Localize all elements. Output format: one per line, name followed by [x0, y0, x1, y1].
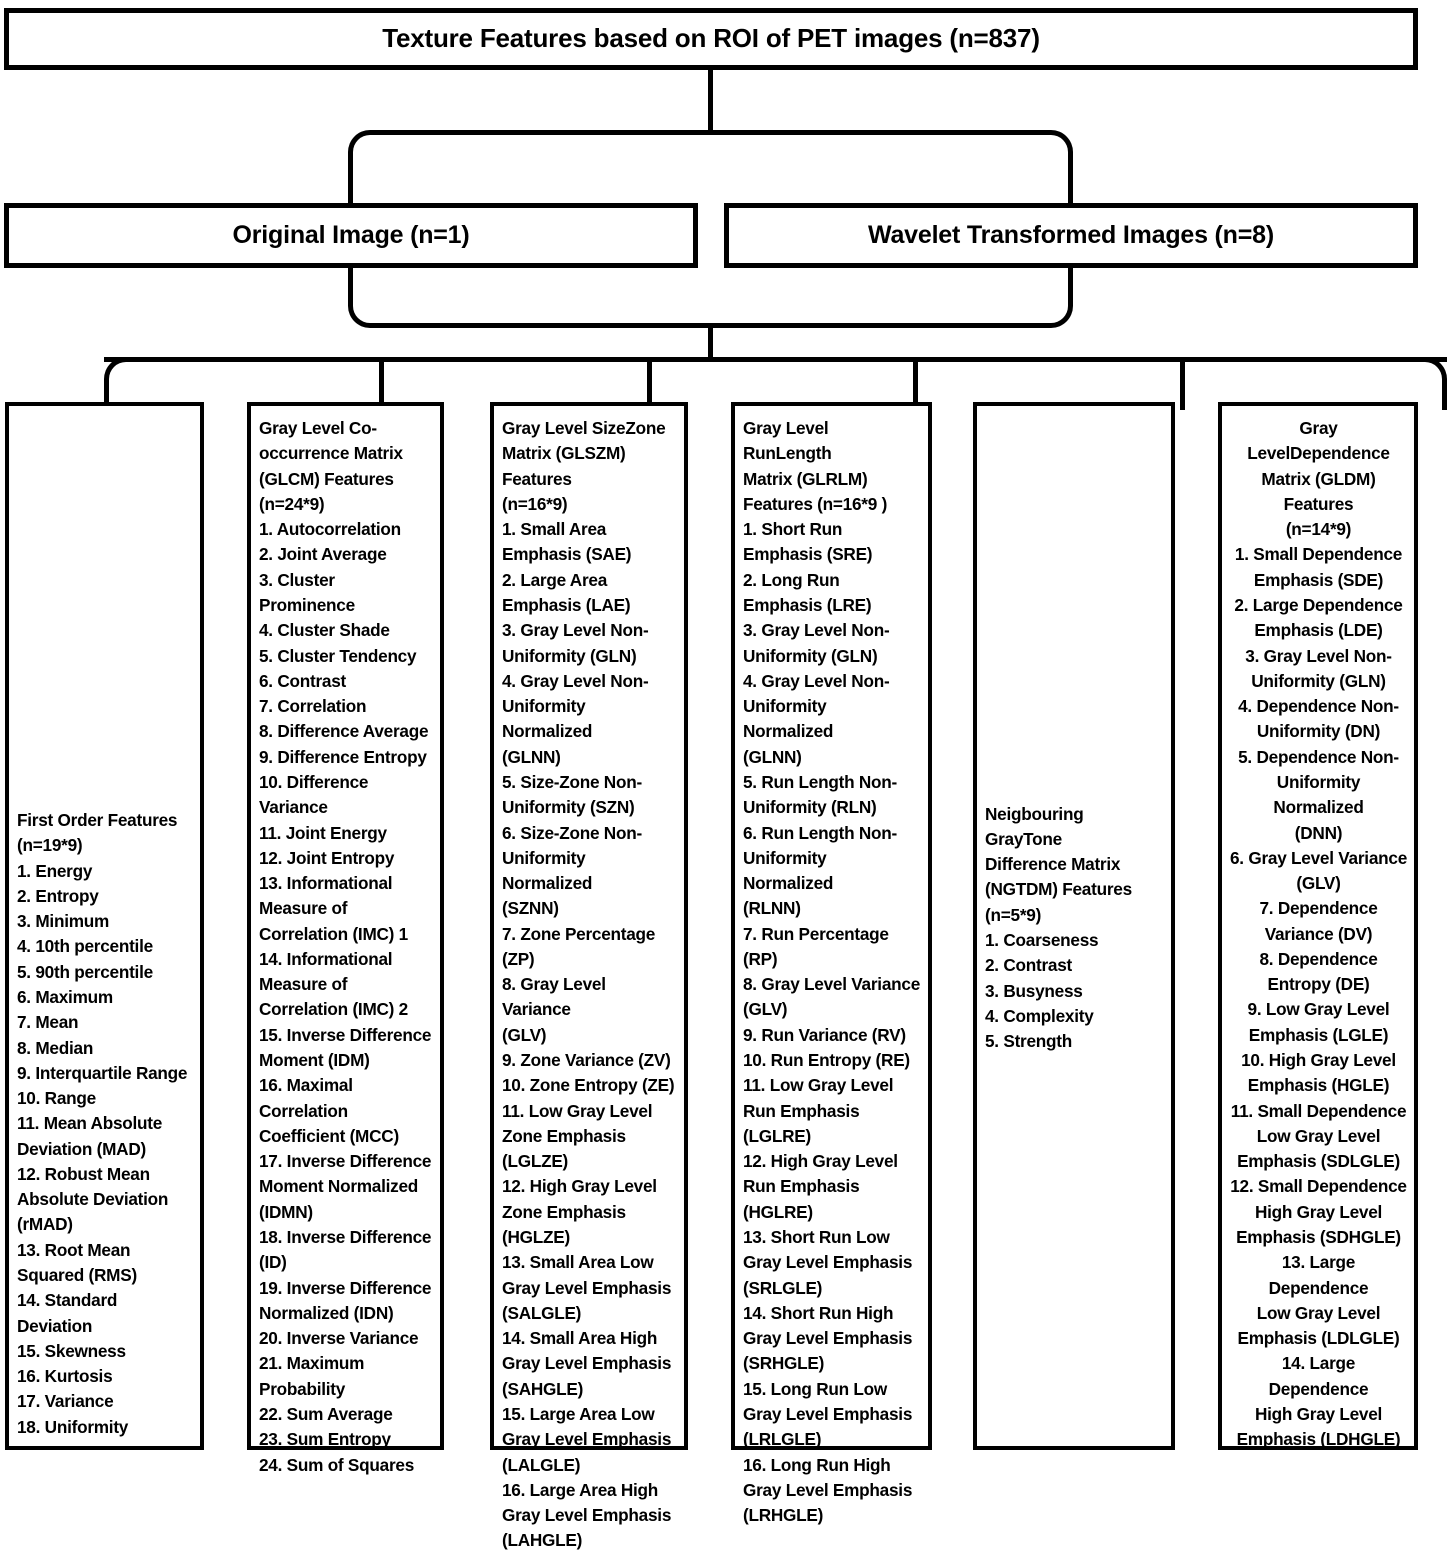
leaf-line: Uniformity Normalized	[743, 696, 834, 742]
leaf-line: 14. Small Area High	[502, 1328, 658, 1349]
leaf-line: Uniformity (RLN)	[743, 797, 877, 818]
leaf-line: Uniformity Normalized	[502, 847, 593, 894]
leaf-line: Gray Level Emphasis	[743, 1479, 913, 1500]
leaf-line: Emphasis (LDLGLE)	[1237, 1328, 1400, 1349]
leaf-line: 2. Entropy	[17, 885, 99, 906]
leaf-line: 11. Low Gray Level	[502, 1100, 653, 1121]
leaf-line: 12. Robust Mean	[17, 1163, 150, 1184]
leaf-line: Uniformity Normalized	[1273, 771, 1365, 818]
leaf-line: Correlation (IMC) 2	[259, 999, 408, 1020]
leaf-line: 10. Difference	[259, 771, 369, 792]
leaf-line: Probability	[259, 1378, 346, 1399]
leaf-line: Measure of	[259, 898, 348, 919]
leaf-line: (GLV)	[502, 1024, 547, 1045]
leaf-line: 6. Run Length Non-	[743, 822, 897, 843]
leaf-line: Moment (IDM)	[259, 1050, 370, 1071]
leaf-line: (n=5*9)	[985, 904, 1042, 925]
leaf-box-glrlm	[731, 402, 932, 1526]
leaf-line: 4. Cluster Shade	[259, 620, 390, 641]
leaf-line: Emphasis (LGLE)	[1248, 1024, 1389, 1045]
leaf-line: (n=19*9)	[17, 835, 83, 856]
leaf-box-glszm	[490, 402, 688, 1551]
leaf-line: (GLV)	[743, 999, 788, 1020]
leaf-line: 15. Large Area Low	[502, 1403, 655, 1424]
leaf-line: occurrence Matrix	[259, 443, 403, 464]
leaf-line: 5. Cluster Tendency	[259, 645, 417, 666]
leaf-line: 3. Gray Level Non-	[1245, 645, 1392, 666]
leaf-line: 3. Busyness	[985, 980, 1083, 1001]
leaf-line: Uniformity Normalized	[743, 847, 834, 894]
leaf-line: 9. Difference Entropy	[259, 746, 427, 767]
leaf-line: Absolute Deviation	[17, 1189, 169, 1210]
leaf-line: Correlation (IMC) 1	[259, 923, 408, 944]
leaf-line: 12. Joint Entropy	[259, 847, 395, 868]
leaf-line: Difference Matrix	[985, 854, 1121, 875]
leaf-line: 11. Mean Absolute	[17, 1113, 163, 1134]
leaf-line: 4. Dependence Non-	[1238, 696, 1399, 717]
leaf-line: 7. Mean	[17, 1012, 79, 1033]
leaf-line: Squared (RMS)	[17, 1265, 137, 1286]
leaf-line: 18. Inverse Difference	[259, 1227, 432, 1247]
leaf-line: 1. Small Dependence	[1234, 544, 1403, 565]
leaf-line: 2. Joint Average	[259, 544, 387, 565]
level2-title-wavelet-images: Wavelet Transformed Images (n=8)	[867, 221, 1274, 250]
leaf-line: Emphasis (LDE)	[1254, 620, 1383, 641]
leaf-line: 2. Contrast	[985, 955, 1073, 976]
leaf-line: 5. Strength	[985, 1031, 1073, 1052]
leaf-line: Zone Emphasis	[502, 1201, 626, 1222]
leaf-line: 12. High Gray Level	[743, 1151, 898, 1172]
leaf-content-glrlm	[735, 406, 928, 1534]
leaf-line: Measure of	[259, 974, 348, 995]
leaf-line: (n=24*9)	[259, 493, 325, 514]
leaf-line: (rMAD)	[17, 1214, 73, 1235]
connector-merge-stem	[708, 323, 713, 361]
leaf-line: Matrix (GLRLM)	[743, 468, 868, 489]
leaf-line: Gray Level Emphasis	[502, 1277, 672, 1298]
leaf-line: Gray	[1299, 418, 1338, 438]
leaf-line: (DNN)	[1294, 822, 1343, 843]
leaf-line: 16. Long Run High	[743, 1454, 891, 1475]
connector-drop-5	[1180, 357, 1185, 410]
leaf-line: (SAHGLE)	[502, 1378, 584, 1399]
leaf-line: 16. Large Area High	[502, 1479, 659, 1500]
leaf-line: 9. Zone Variance (ZV)	[502, 1050, 671, 1071]
leaf-line: Gray Level SizeZone	[502, 418, 666, 438]
leaf-line: Deviation (MAD)	[17, 1138, 146, 1159]
leaf-line: (LAHGLE)	[502, 1530, 583, 1551]
leaf-line: 19. Inverse Difference	[259, 1277, 432, 1298]
leaf-line: 1. Small Area	[502, 519, 607, 540]
leaf-box-ngtdm	[973, 402, 1175, 1450]
leaf-line: (n=16*9)	[502, 493, 568, 514]
leaf-line: (LRLGLE)	[743, 1429, 822, 1450]
leaf-line: 15. Inverse Difference	[259, 1024, 432, 1045]
leaf-line: (NGTDM) Features	[985, 879, 1132, 900]
leaf-line: Gray Level Co-	[259, 418, 377, 438]
leaf-line: 9. Interquartile Range	[17, 1062, 188, 1083]
leaf-line: 5. Run Length Non-	[743, 771, 897, 792]
leaf-line: Neigbouring GrayTone	[985, 803, 1088, 849]
leaf-line: First Order Features	[17, 809, 178, 830]
leaf-line: 13. Large Dependence	[1268, 1252, 1369, 1298]
leaf-line: 13. Informational	[259, 873, 393, 894]
leaf-line: 18. Uniformity	[17, 1416, 129, 1437]
leaf-content-first-order	[9, 798, 200, 1446]
leaf-line: Gray Level Emphasis	[743, 1252, 913, 1273]
leaf-line: 14. Informational	[259, 948, 393, 969]
leaf-line: 14. Standard	[17, 1290, 118, 1311]
leaf-line: Features (n=16*9 )	[743, 493, 888, 514]
leaf-line: 3. Cluster Prominence	[259, 569, 355, 615]
leaf-line: 10. Run Entropy (RE)	[743, 1050, 910, 1071]
leaf-line: 1. Short Run	[743, 519, 843, 540]
leaf-content-glcm	[251, 406, 440, 1484]
connector-fan-bus	[104, 357, 1447, 362]
leaf-line: 2. Large Area	[502, 569, 608, 590]
leaf-line: Deviation	[17, 1315, 93, 1336]
leaf-box-gldm	[1218, 402, 1418, 1450]
leaf-line: (HGLZE)	[502, 1227, 570, 1247]
leaf-line: 15. Skewness	[17, 1340, 126, 1361]
leaf-line: 2. Large Dependence	[1234, 594, 1403, 615]
leaf-line: (IDMN)	[259, 1201, 313, 1222]
leaf-line: 6. Maximum	[17, 986, 113, 1007]
leaf-line: Matrix (GLDM)	[1261, 468, 1376, 489]
leaf-box-glcm	[247, 402, 444, 1475]
leaf-line: High Gray Level	[1254, 1403, 1383, 1424]
leaf-line: (LGLZE)	[502, 1151, 569, 1172]
leaf-line: 10. High Gray Level	[1241, 1050, 1396, 1071]
leaf-line: 17. Inverse Difference	[259, 1151, 432, 1172]
leaf-line: Variance	[259, 797, 328, 818]
leaf-line: Emphasis (SDE)	[1253, 569, 1384, 590]
leaf-line: 1. Coarseness	[985, 930, 1099, 950]
leaf-line: Uniformity (GLN)	[1251, 670, 1386, 691]
leaf-line: Emphasis (LDHGLE)	[1236, 1429, 1401, 1450]
root-node	[4, 8, 1418, 70]
leaf-line: Uniformity (GLN)	[502, 645, 637, 666]
leaf-line: Gray Level Emphasis	[502, 1505, 672, 1526]
leaf-line: Uniformity (GLN)	[743, 645, 878, 666]
leaf-line: (LGLRE)	[743, 1125, 811, 1146]
leaf-line: 16. Maximal	[259, 1075, 353, 1096]
leaf-line: Emphasis (SDHGLE)	[1236, 1227, 1401, 1247]
leaf-line: Moment Normalized	[259, 1176, 419, 1197]
leaf-line: 6. Contrast	[259, 670, 347, 691]
leaf-line: 4. Gray Level Non-	[502, 670, 649, 691]
leaf-line: Emphasis (HGLE)	[1247, 1075, 1390, 1096]
leaf-line: 11. Small Dependence	[1230, 1100, 1407, 1121]
leaf-line: Uniformity (SZN)	[502, 797, 635, 818]
leaf-line: Variance (DV)	[1264, 923, 1373, 944]
leaf-line: 1. Autocorrelation	[259, 519, 401, 540]
level2-node-wavelet-images	[724, 203, 1418, 268]
leaf-line: Gray Level RunLength	[743, 418, 833, 464]
leaf-line: 6. Gray Level Variance	[1230, 847, 1407, 868]
leaf-line: 17. Variance	[17, 1391, 114, 1412]
leaf-line: (SZNN)	[502, 898, 559, 919]
leaf-line: 1. Energy	[17, 860, 93, 881]
leaf-line: (n=14*9)	[1285, 519, 1352, 540]
leaf-line: 23. Sum Entropy	[259, 1429, 391, 1450]
leaf-line: 4. Gray Level Non-	[743, 670, 890, 691]
leaf-content-glszm	[494, 406, 684, 1560]
leaf-line: (GLNN)	[743, 746, 802, 767]
leaf-line: (SRLGLE)	[743, 1277, 823, 1298]
leaf-line: 8. Gray Level Variance	[743, 974, 920, 995]
root-title: Texture Features based on ROI of PET images (n=837)	[382, 23, 1040, 54]
leaf-line: 22. Sum Average	[259, 1403, 393, 1424]
leaf-line: 8. Dependence	[1259, 948, 1378, 969]
leaf-line: Correlation	[259, 1100, 348, 1121]
leaf-line: (ID)	[259, 1252, 287, 1273]
leaf-line: 5. 90th percentile	[17, 961, 153, 982]
leaf-line: 11. Low Gray Level	[743, 1075, 894, 1096]
leaf-line: 9. Low Gray Level	[1247, 999, 1390, 1020]
leaf-line: 2. Long Run	[743, 569, 840, 590]
leaf-line: (GLCM) Features	[259, 468, 394, 489]
leaf-line: Gray Level Emphasis	[743, 1328, 913, 1349]
leaf-line: 7. Dependence	[1259, 898, 1378, 919]
leaf-line: 12. High Gray Level	[502, 1176, 657, 1197]
leaf-line: Emphasis (LRE)	[743, 594, 872, 615]
leaf-line: 14. Short Run High	[743, 1302, 894, 1323]
leaf-line: Emphasis (LAE)	[502, 594, 631, 615]
leaf-line: (LALGLE)	[502, 1454, 581, 1475]
leaf-content-ngtdm	[977, 792, 1171, 1061]
leaf-line: Zone Emphasis	[502, 1125, 626, 1146]
leaf-line: (GLNN)	[502, 746, 561, 767]
leaf-line: Emphasis (SRE)	[743, 544, 873, 565]
leaf-line: 13. Short Run Low	[743, 1227, 890, 1247]
leaf-line: 5. Size-Zone Non-	[502, 771, 642, 792]
leaf-line: 21. Maximum	[259, 1353, 365, 1374]
level2-title-original-image: Original Image (n=1)	[232, 221, 470, 250]
leaf-line: High Gray Level	[1254, 1201, 1383, 1222]
leaf-line: 12. Small Dependence	[1230, 1176, 1407, 1197]
leaf-line: Entropy (DE)	[1267, 974, 1370, 995]
leaf-content-gldm	[1222, 406, 1414, 1459]
leaf-line: 7. Correlation	[259, 696, 367, 717]
leaf-line: 8. Median	[17, 1037, 94, 1058]
leaf-line: 3. Gray Level Non-	[743, 620, 890, 641]
leaf-line: Low Gray Level	[1256, 1125, 1381, 1146]
leaf-line: 20. Inverse Variance	[259, 1328, 419, 1349]
connector-level2-bracket	[348, 130, 1073, 205]
leaf-line: 5. Dependence Non-	[1238, 746, 1399, 767]
leaf-line: 4. Complexity	[985, 1005, 1094, 1026]
leaf-box-first-order	[5, 402, 204, 1450]
connector-drop-6	[1442, 380, 1447, 410]
connector-root-stem	[708, 70, 713, 132]
leaf-line: Uniformity Normalized	[502, 696, 593, 742]
leaf-line: 15. Long Run Low	[743, 1378, 887, 1399]
leaf-line: Emphasis (SDLGLE)	[1237, 1151, 1400, 1172]
leaf-line: Features	[1283, 493, 1354, 514]
leaf-line: Gray Level Emphasis	[502, 1353, 672, 1374]
leaf-line: 4. 10th percentile	[17, 936, 153, 957]
leaf-line: 10. Range	[17, 1088, 96, 1109]
leaf-line: 24. Sum of Squares	[259, 1454, 415, 1475]
leaf-line: (HGLRE)	[743, 1201, 813, 1222]
leaf-line: Low Gray Level	[1256, 1302, 1381, 1323]
leaf-line: Emphasis (SAE)	[502, 544, 632, 565]
leaf-line: Run Emphasis	[743, 1100, 860, 1121]
leaf-line: 8. Difference Average	[259, 721, 429, 742]
leaf-line: 6. Size-Zone Non-	[502, 822, 642, 843]
leaf-line: 10. Zone Entropy (ZE)	[502, 1075, 675, 1096]
connector-merge-bracket	[348, 266, 1073, 328]
leaf-line: Normalized (IDN)	[259, 1302, 394, 1323]
leaf-line: Gray Level Emphasis	[502, 1429, 672, 1450]
leaf-line: 8. Gray Level Variance	[502, 974, 611, 1020]
leaf-line: Gray Level Emphasis	[743, 1403, 913, 1424]
leaf-line: LevelDependence	[1247, 443, 1390, 464]
leaf-line: 3. Minimum	[17, 911, 110, 932]
leaf-line: 11. Joint Energy	[259, 822, 387, 843]
leaf-line: (ZP)	[502, 948, 535, 969]
leaf-line: Matrix (GLSZM)	[502, 443, 626, 464]
leaf-line: (LRHGLE)	[743, 1505, 824, 1526]
leaf-line: 3. Gray Level Non-	[502, 620, 649, 641]
leaf-line: 14. Large Dependence	[1268, 1353, 1369, 1399]
level2-node-original-image	[4, 203, 698, 268]
leaf-line: 16. Kurtosis	[17, 1366, 113, 1387]
leaf-line: 7. Run Percentage	[743, 923, 889, 944]
leaf-line: Run Emphasis	[743, 1176, 860, 1197]
leaf-line: Features	[502, 468, 572, 489]
leaf-line: 13. Root Mean	[17, 1239, 131, 1260]
leaf-line: (SALGLE)	[502, 1302, 582, 1323]
leaf-line: Coefficient (MCC)	[259, 1125, 399, 1146]
leaf-line: 13. Small Area Low	[502, 1252, 654, 1273]
leaf-line: Uniformity (DN)	[1256, 721, 1381, 742]
leaf-line: (SRHGLE)	[743, 1353, 825, 1374]
leaf-line: 7. Zone Percentage	[502, 923, 656, 944]
leaf-line: (GLV)	[1296, 873, 1341, 894]
leaf-line: (RP)	[743, 948, 778, 969]
leaf-line: (RLNN)	[743, 898, 801, 919]
leaf-line: 9. Run Variance (RV)	[743, 1024, 906, 1045]
